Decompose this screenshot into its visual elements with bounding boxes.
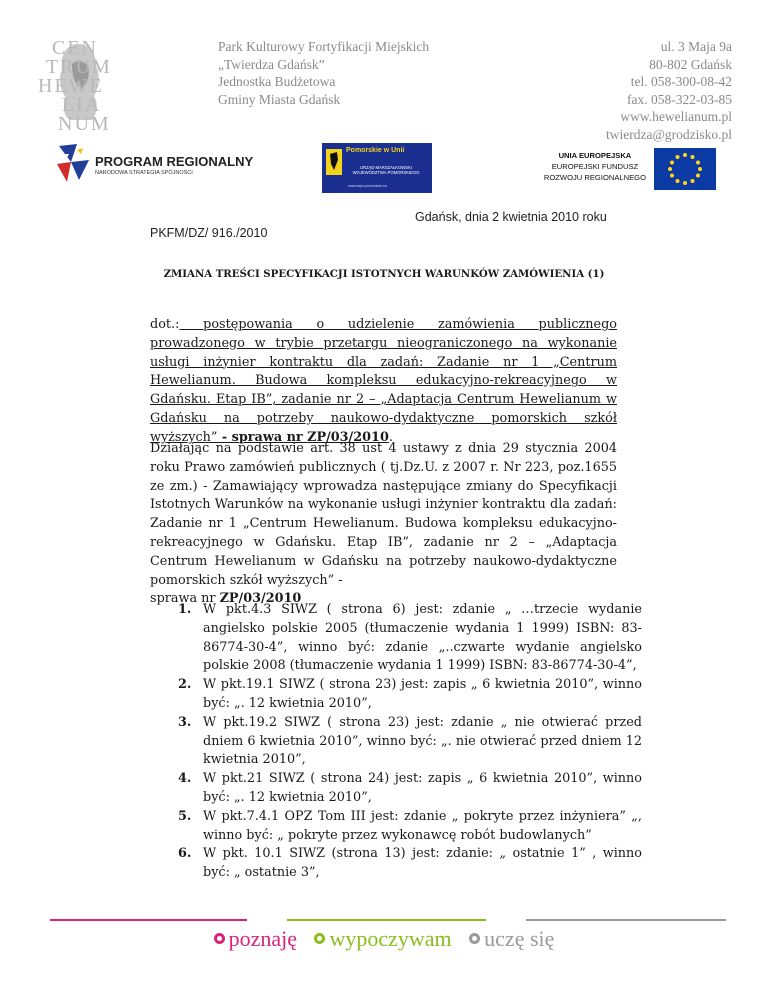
program-regionalny-mark-icon xyxy=(55,142,91,184)
intro-paragraph xyxy=(150,440,617,609)
list-item xyxy=(178,770,642,808)
item-text: W pkt.7.4.1 OPZ Tom III jest: zdanie „ pokryte przez inżyniera” „, winno być: „ pokryte przez wykonawcę robót budowlanych” xyxy=(203,808,642,843)
eu-flag-icon xyxy=(654,148,716,190)
gray-dot-icon xyxy=(469,933,480,944)
slogan-poznaje xyxy=(214,926,297,951)
street-address: ul. 3 Maja 9a xyxy=(660,39,732,54)
intro-text: Działając na podstawie art. 38 ust 4 ustawy z dnia 29 stycznia 2004 roku Prawo zamówień publicznych ( tj.Dz.U. z 2007 r. Nr 223, poz.1655 ze zm.) - Zamawiający wprowadza następujące zmiany do Specyfikacji Istotnych Warunków na wykonanie usługi inżynier kontraktu dla zadań: Zadanie nr 1 „Centrum Hewelianum. Budowa kompleksu edukacyjno-rekreacyjnego w Gdańsku. Etap IB”, zadanie nr 2 – „Adaptacja Centrum Hewelianum w Gdańsku na potrzeby naukowo-dydaktyczne pomorskich szkół wyższych” - xyxy=(150,441,617,588)
logo-line-5: NUM xyxy=(58,113,111,135)
subject-prefix: dot.: xyxy=(150,317,180,332)
list-item xyxy=(178,676,642,714)
intro-case-prefix: sprawa nr xyxy=(150,591,220,607)
list-item xyxy=(178,845,642,883)
footer-slogans xyxy=(0,926,768,952)
hewelianum-logo xyxy=(22,30,134,150)
eu-fund-logo xyxy=(540,148,730,192)
item-number: 3. xyxy=(178,714,192,730)
intro-case-number: ZP/03/2010 xyxy=(219,591,302,607)
list-item xyxy=(178,714,642,770)
eu-line-1: UNIA EUROPEJSKA xyxy=(558,151,632,160)
institution-line: Park Kulturowy Fortyfikacji Miejskich xyxy=(218,39,430,54)
footer-line-gray xyxy=(526,919,726,921)
subject-text: postępowania o udzielenie zamówienia publicznego prowadzonego w trybie przetargu nieograniczonego na wykonanie usługi inżynier kontraktu dla zadań: Zadanie nr 1 „Centrum Hewelianum. Budowa kompleksu edukacyjno-rekreacyjnego w Gdańsku. Etap IB”, zadanie nr 2 – „Adaptacja Centrum Hewelianum w Gdańsku na potrzeby naukowo-dydaktyczne pomorskich szkół wyższych” xyxy=(150,317,617,445)
green-dot-icon xyxy=(314,933,325,944)
eu-line-3: ROZWOJU REGIONALNEGO xyxy=(543,173,646,182)
logo-line-1: CEN xyxy=(52,37,98,59)
item-number: 6. xyxy=(178,846,192,862)
eu-line-2: EUROPEJSKI FUNDUSZ xyxy=(551,162,639,171)
item-number: 1. xyxy=(178,602,192,617)
pomorskie-subtitle: URZĄD MARSZAŁKOWSKI WOJEWÓDZTWA POMORSKIEGO xyxy=(352,165,420,175)
contact-details xyxy=(606,38,732,143)
program-subtitle: NARODOWA STRATEGIA SPÓJNOŚCI xyxy=(95,170,193,176)
item-text: W pkt.19.2 SIWZ ( strona 23) jest: zdanie „ nie otwierać przed dniem 6 kwietnia 2010”, winno być: „. nie otwierać przed dniem 12 kwietnia 2010”, xyxy=(203,714,642,768)
pomorskie-logo xyxy=(322,143,432,193)
item-text: W pkt.19.1 SIWZ ( strona 23) jest: zapis „ 6 kwietnia 2010”, winno być: „. 12 kwietnia 2010”, xyxy=(203,677,642,711)
footer-line-green xyxy=(287,919,486,921)
program-title: PROGRAM REGIONALNY xyxy=(95,154,254,169)
slogan-wypoczywam xyxy=(314,926,451,951)
changes-list xyxy=(178,601,642,883)
institution-line: „Twierdza Gdańsk” xyxy=(218,56,325,72)
place-and-date: Gdańsk, dnia 2 kwietnia 2010 roku xyxy=(415,210,607,224)
logo-line-3: HEWE xyxy=(38,75,104,97)
slogan-label: wypoczywam xyxy=(329,926,452,951)
eu-text xyxy=(544,150,646,183)
list-item xyxy=(178,601,642,676)
item-text: W pkt.21 SIWZ ( strona 24) jest: zapis „ 6 kwietnia 2010”, winno być: „. 12 kwietnia 2010”, xyxy=(203,771,642,805)
reference-number: PKFM/DZ/ 916./2010 xyxy=(150,226,268,240)
phone: tel. 058-300-08-42 xyxy=(630,74,732,89)
institution-line: Gminy Miasta Gdańsk xyxy=(218,91,341,107)
logo-line-4: LIA xyxy=(62,94,102,116)
document-title: ZMIANA TREŚCI SPECYFIKACJI ISTOTNYCH WARUNKÓW ZAMÓWIENIA (1) xyxy=(163,268,605,280)
website-link[interactable]: www.hewelianum.pl xyxy=(620,109,732,124)
slogan-label: poznaję xyxy=(228,926,297,951)
slogan-ucze-sie xyxy=(469,926,554,951)
institution-address xyxy=(218,38,429,108)
item-number: 4. xyxy=(178,771,192,787)
pomorskie-url: www.wrpo.pomorskie.eu xyxy=(348,184,387,188)
fax: fax. 058-322-03-85 xyxy=(627,91,732,107)
logo-line-2: TRUM xyxy=(46,56,112,78)
slogan-label: uczę się xyxy=(484,926,555,951)
pomorskie-title: Pomorskie w Unii xyxy=(346,147,405,154)
pomorskie-griffin-icon xyxy=(325,148,343,178)
subject-paragraph: dot.: postępowania o udzielenie zamówienia publicznego prowadzonego w trybie przetargu nieograniczonego na wykonanie usługi inżynier kontraktu dla zadań: Zadanie nr 1 „Centrum Hewelianum. Budowa kompleksu edukacyjno-rekreacyjnego w Gdańsku. Etap IB”, zadanie nr 2 – „Adaptacja Centrum Hewelianum w Gdańsku na potrzeby naukowo-dydaktyczne pomorskich szkół wyższych” - sprawa nr ZP/03/2010. xyxy=(150,317,617,445)
item-text: W pkt. 10.1 SIWZ (strona 13) jest: zdanie: „ ostatnie 1” , winno być: „ ostatnie 3”, xyxy=(203,846,642,881)
email-link[interactable]: twierdza@grodzisko.pl xyxy=(605,126,732,142)
list-item xyxy=(178,808,642,846)
postal-code: 80-802 Gdańsk xyxy=(649,56,732,72)
item-number: 5. xyxy=(178,808,192,824)
pink-dot-icon xyxy=(214,933,225,944)
subject-case-prefix: - sprawa nr xyxy=(217,429,308,445)
program-regionalny-logo xyxy=(55,142,255,184)
footer-line-pink xyxy=(50,919,247,921)
subject-case-number: ZP/03/2010 xyxy=(307,429,389,445)
item-number: 2. xyxy=(178,677,192,693)
item-text: W pkt.4.3 SIWZ ( strona 6) jest: zdanie „ …trzecie wydanie angielsko polskie 2005 (tłumaczenie wydania 1 1999) ISBN: 83-86774-30-4”, winno być: zdanie „..czwarte wydanie angielsko polskie 2008 (tłumaczenie wydania 1 1999) ISBN: 83-86774-30-4”, xyxy=(203,602,642,674)
institution-line: Jednostka Budżetowa xyxy=(218,74,336,89)
